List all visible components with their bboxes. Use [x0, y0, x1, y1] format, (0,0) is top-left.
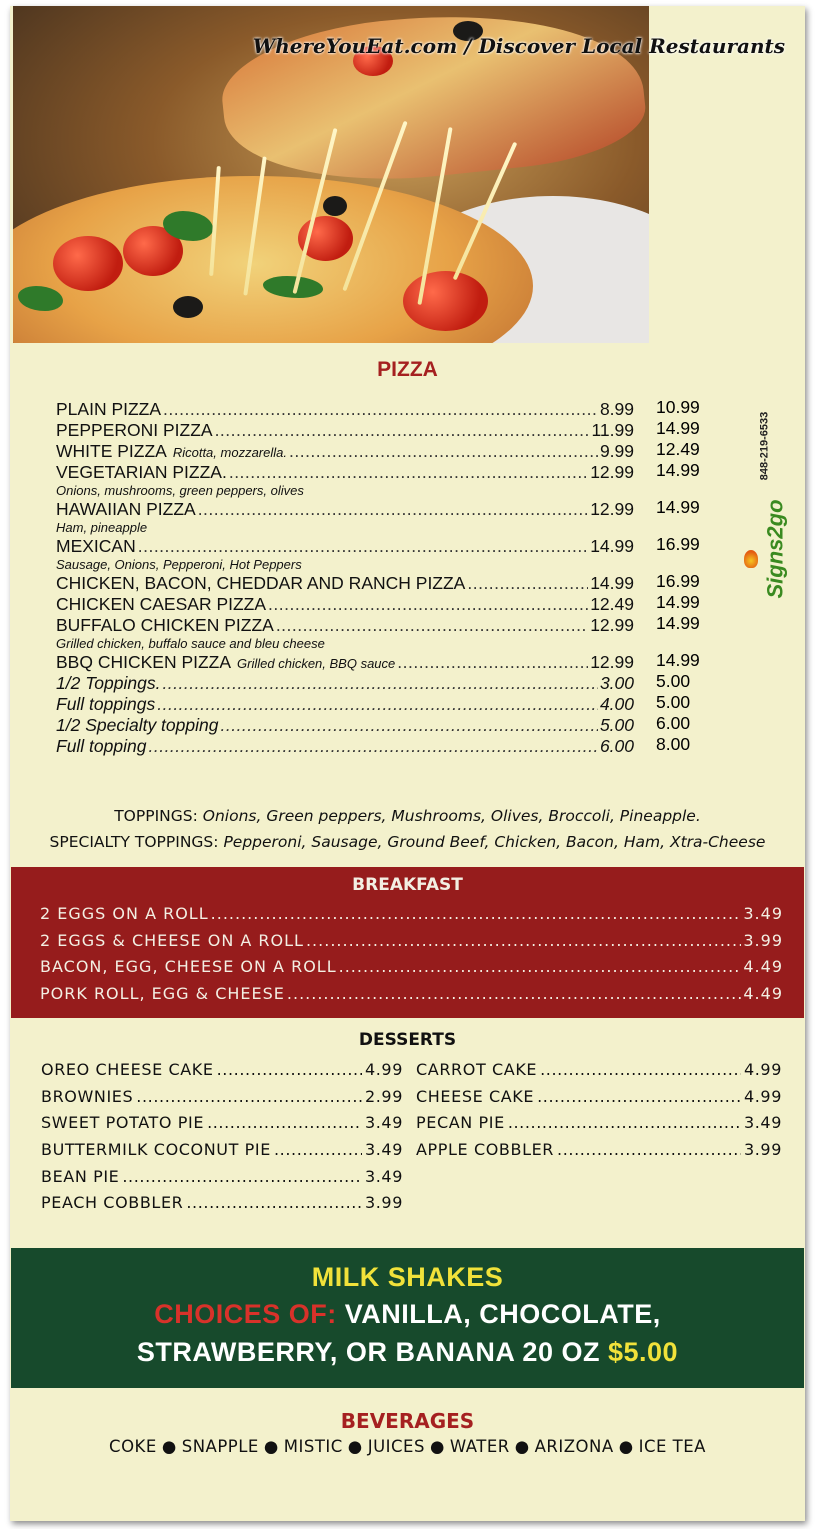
pizza-item-line	[56, 420, 634, 441]
pizza-item-line	[56, 462, 634, 483]
pizza-item-line	[56, 499, 634, 520]
desserts-left-column	[41, 1060, 403, 1220]
dessert-item-price: 3.99	[743, 1140, 782, 1160]
dessert-item-name: APPLE COBBLER	[416, 1140, 555, 1160]
pizza-item-line	[56, 736, 634, 757]
bullet-separator: ●	[618, 1437, 634, 1456]
pizza-price-large: 6.00	[656, 713, 691, 733]
dessert-item-name: CARROT CAKE	[416, 1060, 538, 1079]
pizza-price-small: 4.00	[599, 694, 634, 714]
pizza-item-line	[56, 715, 634, 736]
pizza-price-large: 5.00	[656, 671, 691, 691]
bullet-separator: ●	[161, 1437, 177, 1456]
pizza-price-large: 14.99	[656, 460, 700, 480]
dessert-item	[41, 1167, 403, 1194]
pizza-price-small: 8.99	[599, 399, 634, 419]
pizza-item-name: 1/2 Specialty topping	[56, 715, 219, 735]
bullet-separator: ●	[347, 1437, 363, 1456]
pizza-item-line	[56, 594, 634, 615]
dot-leader	[122, 1167, 362, 1186]
dot-leader	[508, 1113, 741, 1132]
dessert-item-name: BUTTERMILK COCONUT PIE	[41, 1140, 271, 1160]
specialty-list: Pepperoni, Sausage, Ground Beef, Chicken, Bacon, Ham, Xtra-Cheese	[223, 833, 766, 851]
breakfast-item-price: 4.49	[743, 957, 783, 977]
pizza-item	[56, 615, 746, 636]
bullet-separator: ●	[514, 1437, 530, 1456]
pizza-price-small: 12.99	[590, 462, 634, 482]
pizza-item-line	[56, 536, 634, 557]
pizza-item-line	[56, 652, 634, 674]
dot-leader	[215, 420, 590, 441]
dot-leader	[467, 573, 588, 594]
dot-leader	[289, 441, 598, 462]
dessert-item	[416, 1140, 782, 1167]
pizza-item-name: 1/2 Toppings.	[56, 673, 161, 693]
dessert-item-name: BEAN PIE	[41, 1166, 120, 1186]
pizza-item-name: WHITE PIZZA	[56, 441, 167, 461]
milkshakes-line1	[11, 1299, 804, 1330]
dessert-item	[41, 1060, 403, 1087]
pizza-item-name: MEXICAN	[56, 536, 136, 556]
beverage-item: JUICES	[367, 1437, 425, 1456]
beverage-item: SNAPPLE	[181, 1437, 259, 1456]
pizza-heading: PIZZA	[377, 358, 438, 381]
dot-leader	[217, 1060, 362, 1079]
dessert-item	[41, 1113, 403, 1140]
pizza-item-name: CHICKEN CAESAR PIZZA	[56, 594, 267, 614]
pizza-price-large: 8.00	[656, 734, 691, 754]
breakfast-item-price: 4.49	[743, 984, 783, 1004]
dot-leader	[229, 462, 588, 483]
pizza-item-name: Full topping	[56, 736, 147, 756]
pizza-price-small: 6.00	[599, 736, 634, 756]
dessert-item-name: SWEET POTATO PIE	[41, 1113, 205, 1133]
breakfast-item-name: BACON, EGG, CHEESE ON A ROLL	[40, 957, 337, 977]
toppings-list: Onions, Green peppers, Mushrooms, Olives, Broccoli, Pineapple.	[202, 807, 701, 825]
dessert-item-price: 3.49	[364, 1113, 403, 1133]
pizza-price-small: 14.99	[590, 536, 634, 556]
bullet-separator: ●	[429, 1437, 445, 1456]
pizza-item	[56, 736, 746, 757]
pizza-item	[56, 573, 746, 594]
dot-leader	[207, 1113, 362, 1132]
milkshake-price: $5.00	[607, 1337, 679, 1367]
dot-leader	[162, 673, 598, 694]
toppings-line	[10, 803, 805, 829]
dessert-item-price: 4.99	[743, 1060, 782, 1079]
breakfast-item	[40, 984, 783, 1011]
beverage-item: COKE	[109, 1437, 157, 1456]
breakfast-item	[40, 957, 783, 984]
specialty-toppings-line	[10, 829, 805, 855]
pizza-price-large: 5.00	[656, 692, 691, 712]
dessert-item-price: 3.49	[743, 1113, 782, 1133]
pizza-price-small: 3.00	[599, 673, 634, 693]
dot-leader	[540, 1060, 741, 1079]
pizza-item	[56, 462, 746, 483]
signs2go-logo	[744, 498, 786, 608]
pizza-item-line	[56, 573, 634, 594]
choices-label: CHOICES OF:	[154, 1299, 337, 1329]
dot-leader	[220, 715, 597, 736]
pizza-item-subtext: Ham, pineapple	[56, 520, 148, 535]
pizza-price-large: 14.99	[656, 650, 700, 670]
pizza-price-large: 16.99	[656, 571, 700, 591]
pizza-price-large: 14.99	[656, 613, 700, 633]
specialty-label: SPECIALTY TOPPINGS:	[49, 833, 219, 851]
pizza-item	[56, 499, 746, 520]
dessert-item-price: 3.99	[364, 1193, 403, 1213]
dot-leader	[306, 931, 741, 950]
pizza-item-name: PLAIN PIZZA	[56, 399, 162, 419]
desserts-heading: DESSERTS	[358, 1030, 457, 1050]
breakfast-item-price: 3.99	[743, 930, 783, 950]
breakfast-list	[40, 904, 783, 1011]
pizza-item	[56, 441, 746, 462]
pizza-item-name: CHICKEN, BACON, CHEDDAR AND RANCH PIZZA	[56, 573, 466, 593]
pizza-item-line	[56, 399, 634, 420]
menu-page	[10, 6, 805, 1521]
dot-leader	[397, 652, 588, 673]
pizza-price-small: 9.99	[599, 441, 634, 461]
dot-leader	[211, 904, 742, 923]
pizza-item-name: Full toppings	[56, 694, 156, 714]
toppings-info	[10, 803, 805, 855]
pizza-item-subtext: Onions, mushrooms, green peppers, olives	[56, 483, 304, 498]
pizza-item-name: HAWAIIAN PIZZA	[56, 499, 196, 519]
pizza-item	[56, 694, 746, 715]
dot-leader	[537, 1087, 741, 1106]
pizza-price-large: 16.99	[656, 534, 700, 554]
dot-leader	[157, 694, 598, 715]
dessert-item-name: PECAN PIE	[416, 1113, 505, 1133]
dessert-item-price: 2.99	[364, 1086, 403, 1106]
breakfast-item-name: 2 EGGS & CHEESE ON A ROLL	[40, 930, 304, 950]
dot-leader	[557, 1140, 741, 1159]
pizza-item	[56, 673, 746, 694]
dessert-item-name: BROWNIES	[41, 1086, 134, 1106]
dot-leader	[268, 594, 588, 615]
phone-number: 848-219-6533	[758, 411, 771, 481]
pizza-item-line	[56, 673, 634, 694]
pizza-item-name: BBQ CHICKEN PIZZA	[56, 652, 232, 672]
pizza-item	[56, 399, 746, 420]
pizza-item-name: BUFFALO CHICKEN PIZZA	[56, 615, 274, 635]
breakfast-item-price: 3.49	[743, 904, 783, 923]
dessert-item	[41, 1087, 403, 1114]
pizza-item-name: PEPPERONI PIZZA	[56, 420, 213, 440]
pizza-price-small: 11.99	[591, 420, 634, 440]
pizza-item-subtext: Grilled chicken, buffalo sauce and bleu cheese	[56, 636, 325, 651]
dessert-item-price: 3.49	[364, 1140, 403, 1160]
pizza-price-small: 12.49	[590, 594, 634, 614]
dot-leader	[138, 536, 588, 557]
dessert-item-name: PEACH COBBLER	[41, 1193, 184, 1213]
pizza-price-small: 14.99	[590, 573, 634, 593]
beverage-item: MISTIC	[283, 1437, 343, 1456]
dessert-item-name: OREO CHEESE CAKE	[41, 1060, 214, 1079]
desserts-right-column	[416, 1060, 782, 1167]
dot-leader	[198, 499, 589, 520]
dessert-item	[416, 1113, 782, 1140]
dessert-item	[416, 1087, 782, 1114]
pizza-price-large: 14.99	[656, 592, 700, 612]
pizza-price-large: 12.49	[656, 439, 700, 459]
dot-leader	[186, 1193, 362, 1212]
dot-leader	[136, 1087, 362, 1106]
pizza-item-line	[56, 441, 634, 463]
pizza-item-line	[56, 694, 634, 715]
dessert-item-price: 4.99	[364, 1060, 403, 1079]
dessert-item-price: 4.99	[743, 1086, 782, 1106]
breakfast-item	[40, 904, 783, 931]
dessert-item-name: CHEESE CAKE	[416, 1086, 535, 1106]
dessert-item	[41, 1193, 403, 1220]
pizza-item-name: VEGETARIAN PIZZA.	[56, 462, 227, 482]
beverage-item: WATER	[449, 1437, 510, 1456]
toppings-label: TOPPINGS:	[114, 807, 198, 825]
side-phone	[758, 404, 785, 494]
milkshakes-title: MILK SHAKES	[311, 1262, 504, 1292]
dot-leader	[148, 736, 597, 757]
pizza-item	[56, 652, 746, 673]
breakfast-item	[40, 931, 783, 958]
pizza-item-desc: Ricotta, mozzarella.	[172, 445, 287, 460]
pizza-price-large: 14.99	[656, 418, 700, 438]
dot-leader	[163, 399, 598, 420]
pizza-item	[56, 715, 746, 736]
pizza-price-large: 14.99	[656, 497, 700, 517]
pizza-item	[56, 420, 746, 441]
flavors-line2: STRAWBERRY, OR BANANA 20 OZ	[136, 1337, 600, 1367]
dot-leader	[287, 984, 741, 1003]
flavors-line1: VANILLA, CHOCOLATE,	[344, 1299, 661, 1329]
pizza-price-large: 10.99	[656, 397, 700, 417]
breakfast-heading: BREAKFAST	[352, 875, 463, 895]
logo-text: Signs2go	[762, 499, 788, 599]
flame-icon	[744, 550, 758, 568]
watermark-text: WhereYouEat.com / Discover Local Restaurants	[252, 34, 785, 58]
pizza-item-desc: Grilled chicken, BBQ sauce	[237, 656, 396, 671]
breakfast-item-name: PORK ROLL, EGG & CHEESE	[40, 984, 285, 1004]
beverages-list	[10, 1437, 805, 1456]
milkshakes-banner	[11, 1248, 804, 1388]
dessert-item-price: 3.49	[364, 1166, 403, 1186]
milkshakes-line2	[11, 1337, 804, 1368]
dot-leader	[339, 957, 742, 976]
breakfast-section	[11, 867, 804, 1018]
pizza-item-subtext: Sausage, Onions, Pepperoni, Hot Peppers	[56, 557, 302, 572]
dessert-item	[41, 1140, 403, 1167]
beverages-heading: BEVERAGES	[340, 1409, 475, 1433]
pizza-item	[56, 536, 746, 557]
pizza-price-small: 12.99	[590, 652, 634, 672]
beverage-item: ARIZONA	[534, 1437, 614, 1456]
pizza-list	[56, 399, 746, 757]
pizza-item-line	[56, 615, 634, 636]
pizza-price-small: 12.99	[590, 615, 634, 635]
dot-leader	[274, 1140, 362, 1159]
pizza-item	[56, 594, 746, 615]
dessert-item	[416, 1060, 782, 1087]
dot-leader	[276, 615, 588, 636]
beverage-item: ICE TEA	[638, 1437, 706, 1456]
pizza-price-small: 12.99	[590, 499, 634, 519]
breakfast-item-name: 2 EGGS ON A ROLL	[40, 904, 209, 923]
pizza-price-small: 5.00	[599, 715, 634, 735]
bullet-separator: ●	[263, 1437, 279, 1456]
